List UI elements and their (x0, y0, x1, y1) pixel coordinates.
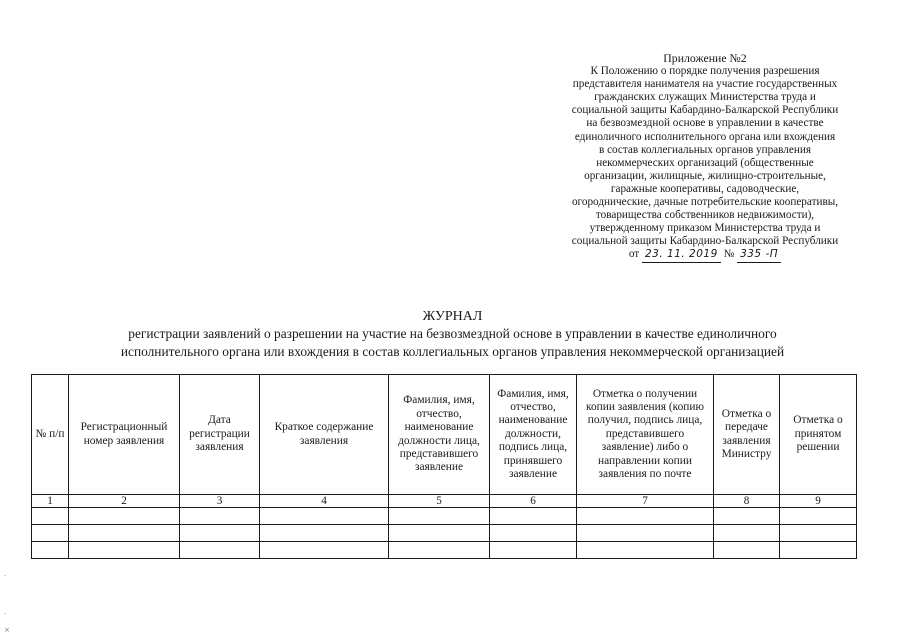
column-header: Краткое содержание заявления (260, 375, 389, 495)
table-cell (490, 542, 577, 559)
table-cell (714, 542, 780, 559)
order-date-handwritten: 23. 11. 2019 (642, 248, 721, 262)
table-cell (389, 525, 490, 542)
appendix-line: К Положению о порядке получения разрешения (590, 65, 820, 78)
table-cell (180, 542, 260, 559)
table-row (32, 542, 857, 559)
table-cell (69, 508, 180, 525)
scan-mark: · (4, 572, 7, 580)
appendix-line: на безвозмездной основе в управлении в качестве (586, 117, 824, 130)
scan-mark: · (4, 610, 7, 618)
column-header: Отметка о получении копии заявления (копию получил, подпись лица, представившего заявление) либо о направлении копии заявления по почте (577, 375, 714, 495)
table-cell (714, 508, 780, 525)
table-cell (32, 542, 69, 559)
table-cell (69, 542, 180, 559)
column-header: Отметка о передаче заявления Министру (714, 375, 780, 495)
journal-heading (0, 308, 905, 360)
appendix-line: гражданских служащих Министерства труда и (594, 91, 816, 104)
column-header: Регистрационный номер заявления (69, 375, 180, 495)
table-cell (577, 542, 714, 559)
table-cell (490, 508, 577, 525)
column-number: 7 (577, 495, 714, 508)
table-cell (180, 508, 260, 525)
journal-title: ЖУРНАЛ (422, 309, 483, 324)
journal-table (31, 374, 857, 559)
table-cell (389, 542, 490, 559)
appendix-line: некоммерческих организаций (общественные (596, 156, 814, 169)
table-cell (180, 525, 260, 542)
appendix-line: единоличного исполнительного органа или вхождения (574, 130, 836, 143)
column-number: 5 (389, 495, 490, 508)
appendix-block (545, 52, 865, 263)
column-number: 1 (32, 495, 69, 508)
appendix-line: гаражные кооперативы, садоводческие, (610, 182, 800, 195)
appendix-line: утвержденному приказом Министерства труда и (589, 222, 821, 235)
column-number: 9 (780, 495, 857, 508)
table-cell (780, 525, 857, 542)
table-cell (260, 542, 389, 559)
table-cell (260, 525, 389, 542)
column-header: Отметка о принятом решении (780, 375, 857, 495)
column-number: 4 (260, 495, 389, 508)
table-cell (490, 525, 577, 542)
table-cell (780, 542, 857, 559)
table-cell (32, 508, 69, 525)
order-number-label: № (723, 248, 735, 261)
table-cell (577, 508, 714, 525)
appendix-line: социальной защиты Кабардино-Балкарской Республики (571, 104, 839, 117)
appendix-line: представителя нанимателя на участие государственных (572, 78, 838, 91)
journal-subtitle-line-1: регистрации заявлений о разрешении на участие на безвозмездной основе в управлении в качестве единоличного (128, 326, 777, 341)
table-cell (32, 525, 69, 542)
table-cell (714, 525, 780, 542)
appendix-line: огороднические, дачные потребительские кооперативы, (571, 196, 839, 209)
table-cell (780, 508, 857, 525)
table-cell (69, 525, 180, 542)
column-header: Фамилия, имя, отчество, наименование должности, подпись лица, принявшего заявление (490, 375, 577, 495)
column-number: 3 (180, 495, 260, 508)
column-header: Фамилия, имя, отчество, наименование должности лица, представившего заявление (389, 375, 490, 495)
table-row (32, 525, 857, 542)
table-row (32, 508, 857, 525)
table-header-row (32, 375, 857, 495)
table-cell (260, 508, 389, 525)
order-number-handwritten: 335 -П (737, 248, 781, 262)
column-header: Дата регистрации заявления (180, 375, 260, 495)
appendix-line: социальной защиты Кабардино-Балкарской Республики (571, 235, 839, 248)
column-number: 8 (714, 495, 780, 508)
appendix-title: Приложение №2 (663, 51, 747, 65)
appendix-line: организации, жилищные, жилищно-строительные, (584, 169, 826, 182)
table-cell (389, 508, 490, 525)
column-number: 2 (69, 495, 180, 508)
order-line (545, 248, 865, 262)
column-number-row (32, 495, 857, 508)
appendix-line: в состав коллегиальных органов управления (599, 143, 811, 156)
order-prefix: от (628, 248, 640, 261)
table-cell (577, 525, 714, 542)
column-header: № п/п (32, 375, 69, 495)
column-number: 6 (490, 495, 577, 508)
scan-mark: × (4, 626, 10, 634)
journal-subtitle-line-2: исполнительного органа или вхождения в состав коллегиальных органов управления некоммерческой организацией (120, 343, 785, 359)
appendix-line: товарищества собственников недвижимости), (595, 209, 815, 222)
